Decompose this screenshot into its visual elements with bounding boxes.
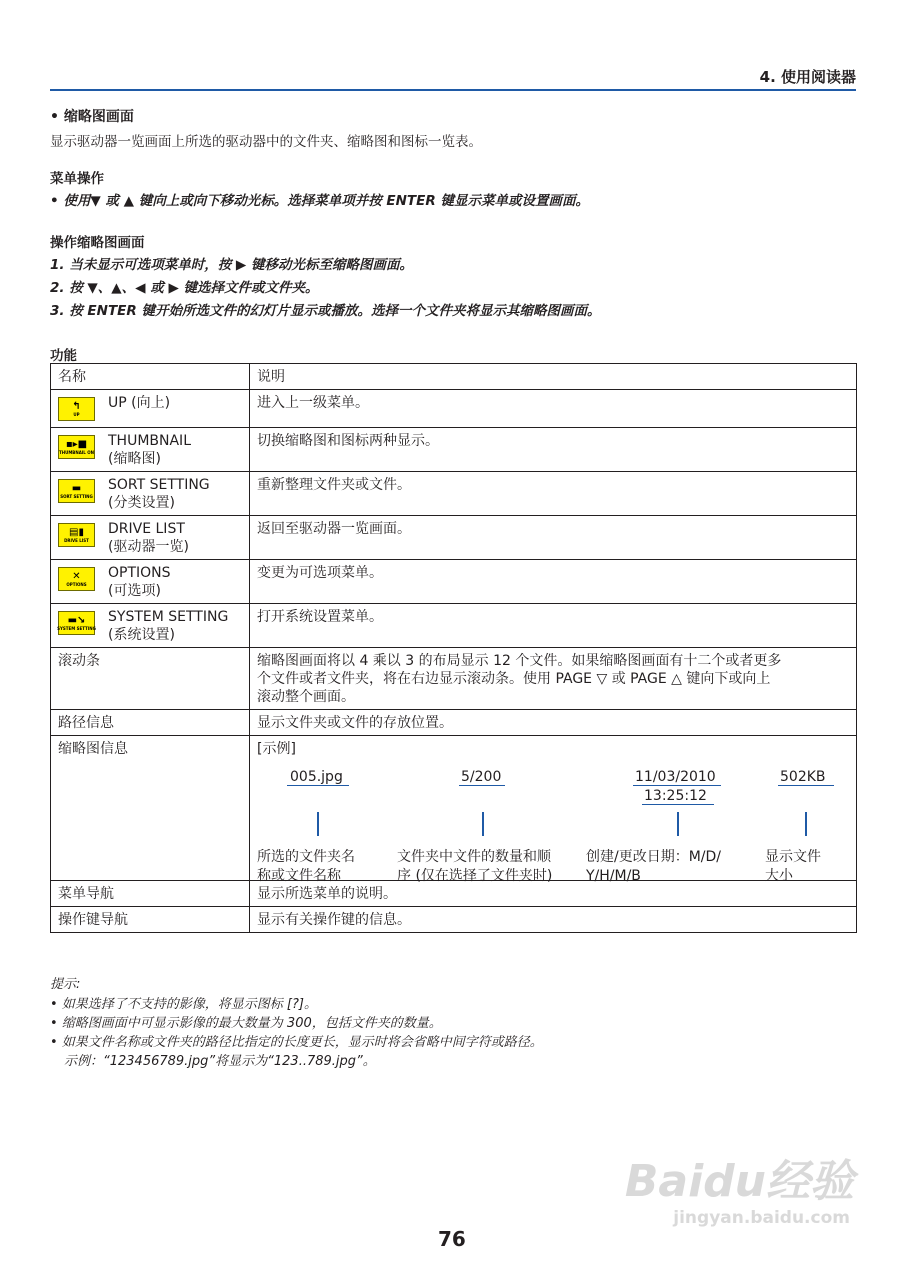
table-row — [51, 648, 857, 710]
scrollbar-name: 滚动条 — [51, 648, 250, 710]
drive-list-sublabel: (驱动器一览) — [108, 539, 189, 555]
up-icon: ↰ UP — [58, 397, 95, 421]
functions-table — [50, 363, 857, 933]
section-title-thumbnail: • 缩略图画面 — [50, 109, 134, 125]
menu-ops-line: • 使用▼ 或 ▲ 键向上或向下移动光标。选择菜单项并按 ENTER 键显示菜单或设置画面。 — [50, 193, 589, 209]
example-time-underline — [642, 804, 714, 805]
scrollbar-desc-line-2: 个文件或者文件夹，将在右边显示滚动条。使用 PAGE ▽ 或 PAGE △ 键向下或向上 — [257, 671, 771, 687]
tips-title: 提示: — [50, 977, 81, 992]
example-file-underline — [287, 785, 349, 786]
example-count-value: 5/200 — [461, 769, 502, 785]
example-file-desc: 所选的文件夹名 称或文件名称 — [257, 849, 355, 884]
options-desc: 变更为可选项菜单。 — [250, 560, 857, 604]
drive-list-icon: ▤▮ DRIVE LIST — [58, 523, 95, 547]
thumbnail-desc: 切换缩略图和图标两种显示。 — [250, 428, 857, 472]
thumb-info-name: 缩略图信息 — [51, 736, 250, 881]
table-row — [51, 736, 857, 881]
path-info-desc: 显示文件夹或文件的存放位置。 — [250, 710, 857, 736]
thumb-ops-step-3: 3. 按 ENTER 键开始所选文件的幻灯片显示或播放。选择一个文件夹将显示其缩略图画面。 — [50, 303, 601, 319]
example-label: [示例] — [257, 741, 296, 757]
scrollbar-desc-line-1: 缩略图画面将以 4 乘以 3 的布局显示 12 个文件。如果缩略图画面有十二个或者更多 — [257, 653, 782, 669]
example-size-value: 502KB — [780, 769, 826, 785]
path-info-name: 路径信息 — [51, 710, 250, 736]
menu-nav-name: 菜单导航 — [51, 881, 250, 907]
menu-ops-title: 菜单操作 — [50, 171, 104, 187]
sort-setting-icon: ▬ SORT SETTING — [58, 479, 95, 503]
example-date-desc: 创建/更改日期：M/D/ Y/H/M/B — [586, 849, 722, 884]
system-setting-sublabel: (系统设置) — [108, 627, 175, 643]
sort-setting-sublabel: (分类设置) — [108, 495, 175, 511]
header-name: 名称 — [51, 364, 250, 390]
key-nav-name: 操作键导航 — [51, 907, 250, 933]
thumbnail-label: THUMBNAIL — [108, 433, 191, 449]
options-icon: ✕ OPTIONS — [58, 567, 95, 591]
example-count-pointer — [482, 812, 484, 836]
functions-title: 功能 — [50, 348, 77, 364]
example-size-desc: 显示文件 大小 — [765, 849, 821, 884]
options-label: OPTIONS — [108, 565, 171, 581]
tip-item-2: • 缩略图画面中可显示影像的最大数量为 300，包括文件夹的数量。 — [50, 1016, 442, 1031]
drive-list-desc: 返回至驱动器一览画面。 — [250, 516, 857, 560]
table-row — [51, 472, 857, 516]
watermark-brand: Baidu经验 — [624, 1156, 854, 1207]
key-nav-desc: 显示有关操作键的信息。 — [250, 907, 857, 933]
header-desc: 说明 — [250, 364, 857, 390]
menu-nav-desc: 显示所选菜单的说明。 — [250, 881, 857, 907]
example-file-pointer — [317, 812, 319, 836]
system-setting-icon: ▬↘ SYSTEM SETTING — [58, 611, 95, 635]
example-count-underline — [459, 785, 505, 786]
thumb-ops-step-2: 2. 按 ▼、▲、◀ 或 ▶ 键选择文件或文件夹。 — [50, 280, 319, 296]
sort-setting-desc: 重新整理文件夹或文件。 — [250, 472, 857, 516]
scrollbar-desc-line-3: 滚动整个画面。 — [257, 689, 355, 705]
section-desc: 显示驱动器一览画面上所选的驱动器中的文件夹、缩略图和图标一览表。 — [50, 134, 482, 150]
tip-item-1: • 如果选择了不支持的影像，将显示图标 [?]。 — [50, 997, 317, 1012]
table-row — [51, 710, 857, 736]
table-row — [51, 907, 857, 933]
example-date-value: 11/03/2010 — [635, 769, 716, 785]
tip-item-3: • 如果文件名称或文件夹的路径比指定的长度更长，显示时将会省略中间字符或路径。 — [50, 1035, 543, 1050]
example-time-value: 13:25:12 — [644, 788, 707, 804]
table-row — [51, 604, 857, 648]
table-header-row — [51, 364, 857, 390]
example-count-desc: 文件夹中文件的数量和顺 序 (仅在选择了文件夹时) — [397, 849, 553, 884]
system-setting-label: SYSTEM SETTING — [108, 609, 229, 625]
example-file-value: 005.jpg — [290, 769, 343, 785]
table-row — [51, 560, 857, 604]
thumb-ops-step-1: 1. 当未显示可选项菜单时，按 ▶ 键移动光标至缩略图画面。 — [50, 257, 414, 273]
table-row — [51, 516, 857, 560]
page-number: 76 — [438, 1227, 466, 1251]
drive-list-label: DRIVE LIST — [108, 521, 185, 537]
watermark-url: jingyan.baidu.com — [673, 1208, 850, 1228]
example-size-underline — [778, 785, 834, 786]
thumbnail-sublabel: (缩略图) — [108, 451, 161, 467]
table-row — [51, 390, 857, 428]
thumb-info-example — [257, 740, 849, 884]
sort-setting-label: SORT SETTING — [108, 477, 210, 493]
header-rule — [50, 89, 856, 91]
thumbnail-icon: ▪▸■ THUMBNAIL ON — [58, 435, 95, 459]
system-setting-desc: 打开系统设置菜单。 — [250, 604, 857, 648]
up-desc: 进入上一级菜单。 — [250, 390, 857, 428]
up-label: UP (向上) — [108, 395, 171, 411]
example-date-underline — [633, 785, 721, 786]
chapter-title: 4. 使用阅读器 — [759, 68, 856, 86]
options-sublabel: (可选项) — [108, 583, 161, 599]
tip-example: 示例：“123456789.jpg”将显示为“123..789.jpg”。 — [64, 1054, 376, 1069]
table-row — [51, 428, 857, 472]
thumb-ops-title: 操作缩略图画面 — [50, 235, 145, 251]
example-size-pointer — [805, 812, 807, 836]
example-date-pointer — [677, 812, 679, 836]
